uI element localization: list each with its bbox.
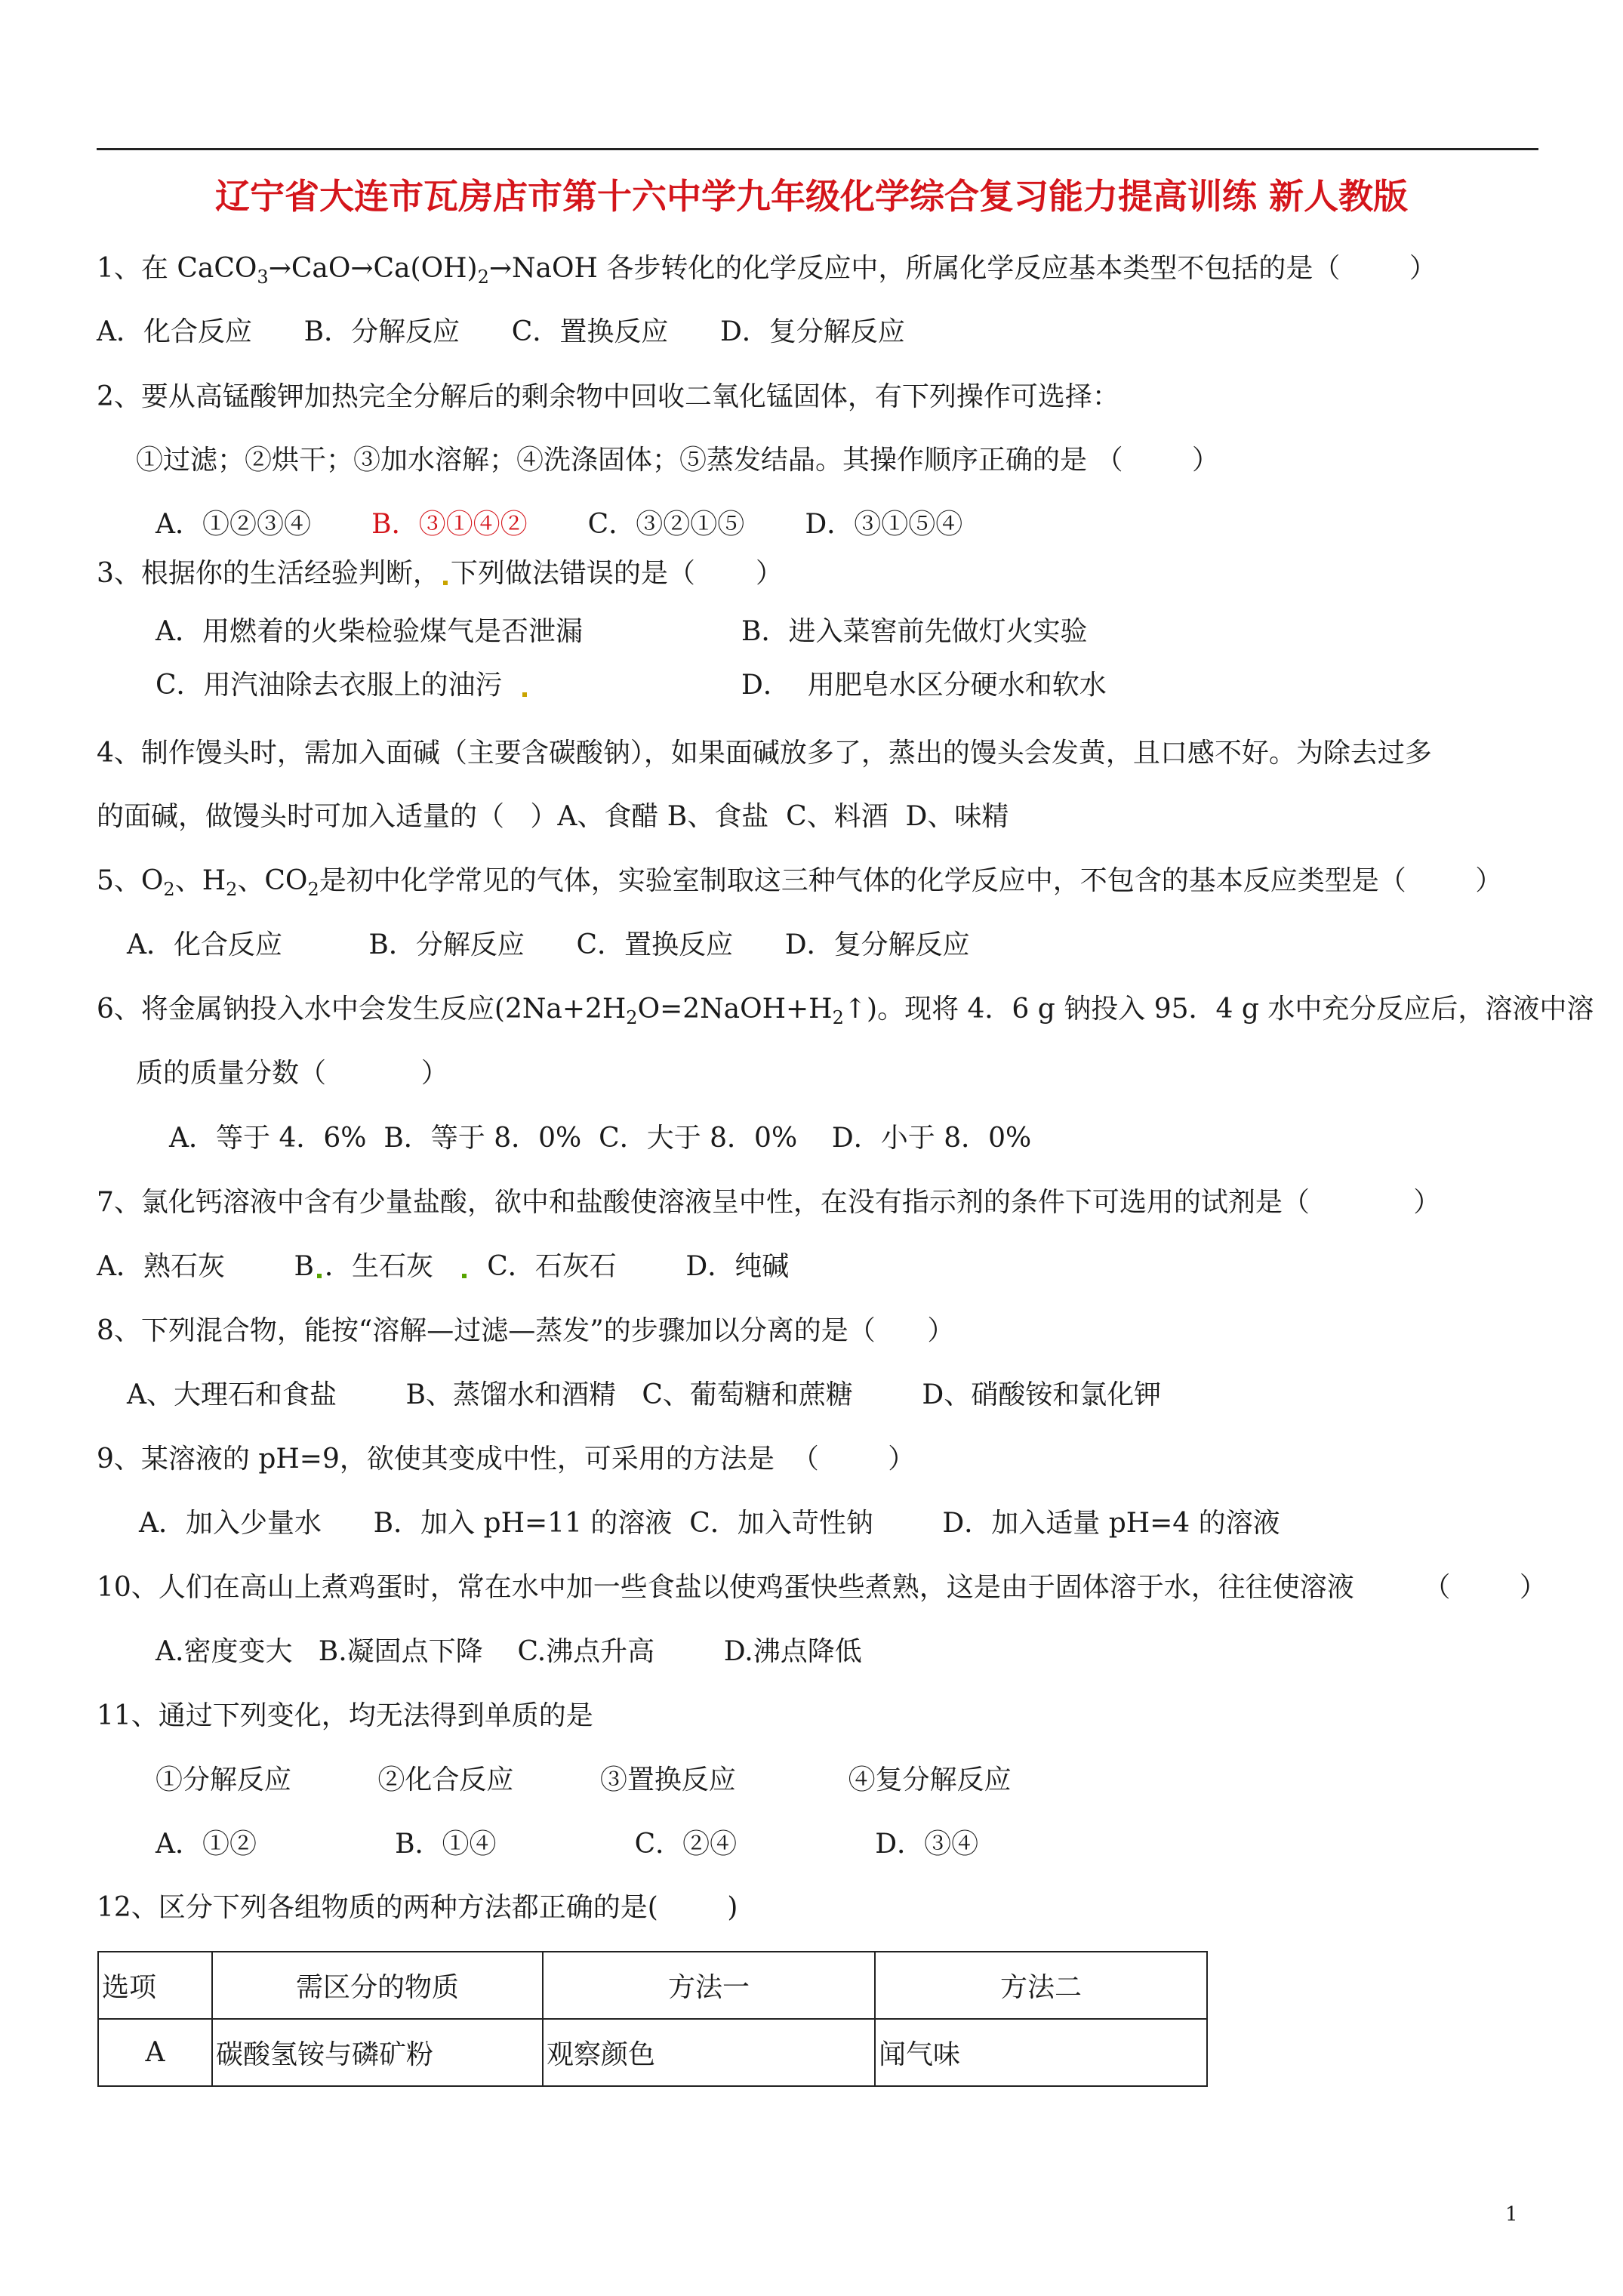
question-6-stem-2: 质的质量分数（ ）: [136, 1058, 448, 1089]
question-4-stem-2: 的面碱，做馒头时可加入适量的（ ）A、食醋 B、食盐 C、料酒 D、味精: [97, 801, 1009, 832]
table-cell: 闻气味: [875, 2019, 1207, 2086]
table-header-cell: 选项: [98, 1952, 212, 2019]
question-6-stem: 6、将金属钠投入水中会发生反应$(2Na+2H_2O=2NaOH+H_2↑)$。现将 4．6 g 钠投入 95．4 g 水中充分反应后，溶液中溶: [97, 994, 1594, 1028]
table-header-row: [98, 1952, 1207, 2019]
question-10-stem: 10、人们在高山上煮鸡蛋时，常在水中加一些食盐以使鸡蛋快些煮熟，这是由于固体溶于水，往往使溶液 （ ）: [97, 1572, 1547, 1603]
question-12-stem: 12、区分下列各组物质的两种方法都正确的是( ): [97, 1892, 738, 1923]
question-7-stem: 7、氯化钙溶液中含有少量盐酸，欲中和盐酸使溶液呈中性，在没有指示剂的条件下可选用的试剂是（ ）: [97, 1187, 1441, 1218]
document-title: 辽宁省大连市瓦房店市第十六中学九年级化学综合复习能力提高训练 新人教版: [214, 176, 1408, 217]
question-3-stem: 3、根据你的生活经验判断， 下列做法错误的是（ ）: [97, 558, 784, 589]
question-3-option-b: B．进入菜窖前先做灯火实验: [741, 616, 1088, 647]
question-3-option-d: D． 用肥皂水区分硬水和软水: [741, 670, 1107, 701]
table-row: [98, 2019, 1207, 2086]
table-cell: 碳酸氢铵与磷矿粉: [212, 2019, 543, 2086]
dot-mark: [522, 692, 527, 697]
question-3-option-c: C．用汽油除去衣服上的油污: [156, 667, 530, 704]
question-2-stem: 2、要从高锰酸钾加热完全分解后的剩余物中回收二氧化锰固体，有下列操作可选择：: [97, 381, 1119, 412]
dot-mark: [462, 1274, 467, 1278]
question-9-options: A．加入少量水 B．加入 pH=11 的溶液 C．加入苛性钠 D．加入适量 pH=4 的溶液: [139, 1508, 1280, 1539]
table-header-cell: 方法二: [875, 1952, 1207, 2019]
page-number: 1: [1505, 2203, 1518, 2226]
question-10-options: A.密度变大 B.凝固点下降 C.沸点升高 D.沸点降低: [156, 1636, 862, 1667]
table-header-cell: 需区分的物质: [212, 1952, 543, 2019]
answer-highlight: B．③①④②: [371, 509, 528, 540]
question-12-table: [97, 1951, 1208, 2087]
question-11-options: A．①② B．①④ C．②④ D．③④: [156, 1829, 979, 1860]
question-3-option-a: A．用燃着的火柴检验煤气是否泄漏: [156, 616, 583, 647]
question-11-stem: 11、通过下列变化，均无法得到单质的是: [97, 1700, 593, 1731]
question-8-stem: 8、下列混合物，能按“溶解—过滤—蒸发”的步骤加以分离的是（ ）: [97, 1315, 955, 1346]
question-1-stem: 1、在 $CaCO_3\to CaO\to Ca(OH)_2\to NaOH$ 各步转化的化学反应中，所属化学反应基本类型不包括的是（ ）: [97, 253, 1437, 288]
table-cell: 观察颜色: [543, 2019, 875, 2086]
table-header-cell: 方法一: [543, 1952, 875, 2019]
question-4-stem: 4、制作馒头时，需加入面碱（主要含碳酸钠），如果面碱放多了，蒸出的馒头会发黄，且口感不好。为除去过多: [97, 738, 1432, 769]
dot-mark: [443, 581, 448, 585]
question-5-stem: 5、$O_2$、$H_2$、$CO_2$是初中化学常见的气体，实验室制取这三种气体的化学反应中，不包含的基本反应类型是（ ）: [97, 865, 1503, 900]
question-7-options: A．熟石灰 B ．生石灰 C．石灰石 D．纯碱: [97, 1251, 790, 1282]
dot-mark: [317, 1274, 322, 1278]
header-rule: [97, 148, 1538, 150]
question-5-options: A．化合反应 B．分解反应 C．置换反应 D．复分解反应: [127, 929, 970, 960]
question-11-items: ①分解反应 ②化合反应 ③置换反应 ④复分解反应: [156, 1764, 1012, 1795]
question-6-options: A．等于 4．6% B．等于 8．0% C．大于 8．0% D．小于 8．0%: [169, 1123, 1032, 1154]
question-9-stem: 9、某溶液的 pH=9，欲使其变成中性，可采用的方法是 （ ）: [97, 1444, 916, 1475]
table-cell: A: [98, 2019, 212, 2086]
question-2-stem-2: ①过滤；②烘干；③加水溶解；④洗涤固体；⑤蒸发结晶。其操作顺序正确的是 （ ）: [136, 445, 1219, 476]
question-8-options: A、大理石和食盐 B、蒸馏水和酒精 C、葡萄糖和蔗糖 D、硝酸铵和氯化钾: [127, 1379, 1162, 1410]
question-2-options: A．①②③④ B．③①④② C．③②①⑤ D．③①⑤④: [156, 509, 963, 540]
question-1-options: A．化合反应 B．分解反应 C．置换反应 D．复分解反应: [97, 316, 905, 347]
